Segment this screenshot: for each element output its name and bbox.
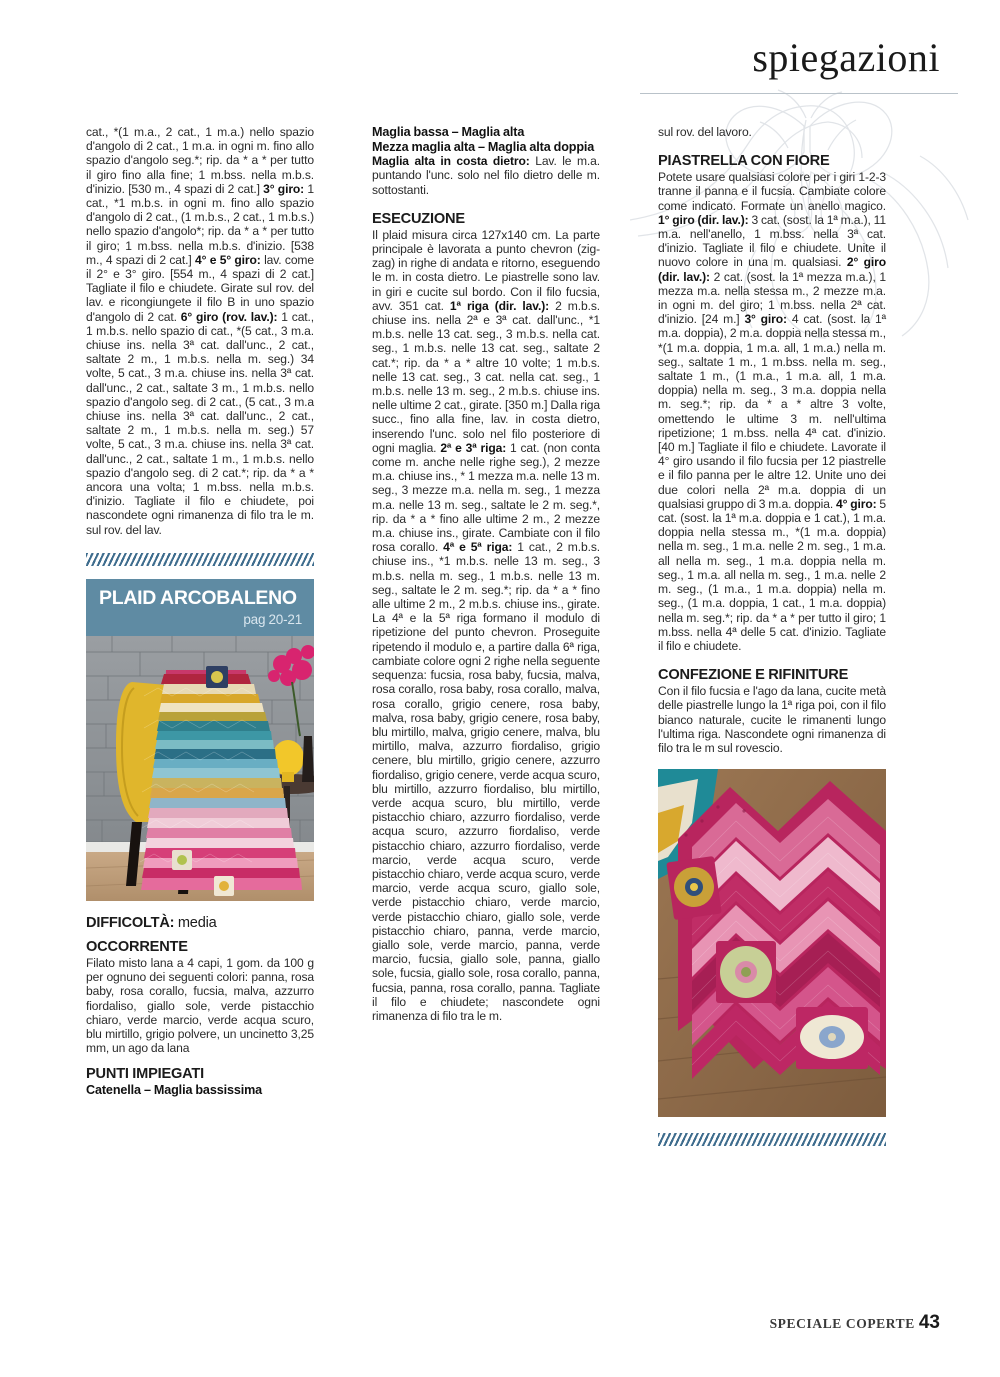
stitch-line-2: Mezza maglia alta – Maglia alta doppia xyxy=(372,139,595,154)
stitch-line-1: Maglia bassa – Maglia alta xyxy=(372,125,525,139)
giro3-text: 4 cat. (sost. la 1ª m.a. doppia), 2 m.a. doppia nella stessa m., *(1 m.a. doppia, 1 m.a. all, 1 m.a.) nella m. seg., saltate 1 m., 1 m.bss. nella m. seg., saltate 1 m., (1 m.a., 1 m.a. all, 1 m.a. doppia) nella m. seg., 3 m.a. doppia nella m. seg.*; rip. da * a * altre 3 volte, omettendo le ultime 3 m. nell'ultima ripetizione; 1 m.bss. nella 4ª cat. d'inizio. [40 m.] Tagliate il filo e chiudete. Lavorate il 4° giro usando il filo fucsia per 12 piastrelle e il filo panna per le altre 12. Unite uno dei due colori nella 2ª m.a. doppia di un qualsiasi gruppo di 3 m.a. doppia. xyxy=(658,312,886,511)
column-2 xyxy=(372,125,600,1023)
giro1-label: 1° giro (dir. lav.): xyxy=(658,212,749,227)
giro1-text: 3 cat. (sost. la 1ª m.a.), 11 m.a. nell'anello, 1 m.bss. nella 3ª cat. d'inizio. Tagliate il filo e chiudete. Unite il nuovo colore in una m. qualsiasi. xyxy=(658,212,886,270)
difficolta-label: DIFFICOLTÀ: xyxy=(86,914,175,931)
col1-continued-paragraph xyxy=(86,125,314,537)
project-title-bar xyxy=(86,579,314,636)
stripe-divider-bottom xyxy=(658,1133,886,1146)
page-title: spiegazioni xyxy=(752,35,940,80)
col1-giro6-label: 6° giro (rov. lav.): xyxy=(180,309,278,324)
occorrente-heading: OCCORRENTE xyxy=(86,938,188,955)
riga1-text: 2 m.b.s. chiuse ins. nella 2ª e 3ª cat. dall'unc., *1 m.b.s. nelle 13 cat. seg., 3 m.b.s. nella cat. seg., 1 m.b.s. nelle 13 cat. seg., saltate 2 cat.*; rip. da * a * altre 10 volte; 1 m.b.s. nelle 13 cat. seg., 3 cat. nella cat. seg., 1 m.b.s. nelle 13 m. seg., 2 m.b.s. chiuse ins. nelle ultime 2 cat., girate. [350 m.] Dalla riga succ., fino alla fine, lav. in costa dietro, inserendo l'unc. solo nel filo posteriore di ogni maglia. xyxy=(372,298,601,455)
footer-label: SPECIALE COPERTE xyxy=(769,1316,915,1331)
riga23-label: 2ª e 3ª riga: xyxy=(440,440,507,455)
piastrella-heading: PIASTRELLA CON FIORE xyxy=(658,153,830,170)
giro3-label: 3° giro: xyxy=(744,312,787,327)
confezione-text: Con il filo fucsia e l'ago da lana, cucite metà delle piastrelle lungo la 1ª riga poi, con il filo bianco naturale, cucite le rimanenti lungo l'ultima riga. Nascondete ogni rimanenza di filo tra le m sul rovescio. xyxy=(658,684,886,755)
project-title: PLAID ARCOBALENO xyxy=(99,586,297,609)
col1-giro3-text: 1 cat., *1 m.b.s. in ogni m. fino allo spazio d'angolo di 2 cat., (1 m.b.s., 2 cat., 1 m.b.s.) nello spazio d'angolo*; rip. da * a * per tutto il giro; 1 m.bss. nella m.b.s. d'inizio. [538 m., 4 spazi di 2 cat.] xyxy=(86,181,314,267)
giro2-text: 2 cat. (sost. la 1ª mezza m.a.), 1 mezza m.a. nella stessa m., 2 mezze m.a. in ogni m. del giro; 1 m.bss. nella 2ª cat. d'inizio. [24 m.] xyxy=(658,269,886,327)
col1-giro45-text: lav. come il 2° e 3° giro. [554 m., 4 spazi di 2 cat.] Tagliate il filo e chiudete. Girate sul rov. del lav. e ricongiungete il filo B in uno spazio d'angolo di 2 cat. xyxy=(86,252,314,324)
difficolta-row xyxy=(86,915,314,932)
piastrella-body xyxy=(658,170,886,653)
riga45-label: 4ª e 5ª riga: xyxy=(443,540,513,555)
photo-blanket-detail xyxy=(658,769,886,1117)
stitch-line-3 xyxy=(372,154,600,197)
giro4-text: 5 cat. (sost. la 1ª m.a. doppia e 1 cat.), 1 m.a. doppia nella stessa m., *(1 m.a. doppia) nella m. seg., 1 m.a. nelle 2 m. seg., 1 m.a. all nella m. seg., 1 m.a. doppia nella m. seg., 1 m.a. all nella m. seg., 1 m.a. nelle 2 m. seg., (1 m.a., 1 m.a. doppia) nella m. seg., (1 m.a. doppia, 1 cat., 1 m.a. doppia) nella m. seg.*; rip. da * a * per tutto il giro; 1 m.bss. nella 4ª delle 5 cat. d'inizio. Tagliate il filo e chiudete. xyxy=(658,496,887,653)
difficolta-value: media xyxy=(174,914,217,931)
page-footer xyxy=(770,1312,940,1334)
column-3 xyxy=(658,125,886,1159)
col1-giro45-label: 4° e 5° giro: xyxy=(195,252,261,267)
photo-chair-blanket xyxy=(86,636,314,901)
riga45-text: 1 cat., 2 m.b.s. chiuse ins., *1 m.b.s. nelle 13 m. seg., 3 m.b.s. nella m. seg., 1 m.b.s. nelle 13 m. seg., saltate le 2 m. seg.*; rip. da * a * fino alle ultime 2 m., 2 m.b.s. chiuse ins., girate. La 4ª e la 5ª riga formano il modulo di ripetizione del punto chevron. Proseguite ripetendo il modulo e, a partire dalla 6ª riga, cambiate colore ogni 2 righe nella seguente sequenza: fucsia, rosa baby, fucsia, malva, rosa corallo, rosa baby, rosa corallo, malva, rosa corallo, grigio cenere, rosa baby, malva, rosa baby, grigio cenere, rosa baby, blu mirtillo, malva, grigio cenere, malva, blu mirtillo, malva, azzurro fiordaliso, grigio cenere, blu mirtillo, grigio cenere, azzurro fiordaliso, grigio cenere, verde acqua scuro, blu mirtillo, azzurro fiordaliso, blu mirtillo, verde acqua scuro, blu mirtillo, verde pistacchio chiaro, azzurro fiordaliso, verde acqua scuro, azzurro fiordaliso, verde pistacchio chiaro, azzurro fiordaliso, verde marcio, verde acqua scuro, verde pistacchio chiaro, verde acqua scuro, verde marcio, verde acqua scuro, giallo sole, verde pistacchio chiaro, verde marcio, verde pistacchio chiaro, giallo sole, verde pistacchio chiaro, panna, verde marcio, giallo sole, verde marcio, panna, verde marcio, fucsia, giallo sole, panna, giallo sole, fucsia, giallo sole, rosa corallo, panna, fucsia, panna, rosa corallo, panna. Tagliate il filo e chiudete; nascondete ogni rimanenza di filo tra le m. xyxy=(372,540,601,1023)
punti-impiegati-heading: PUNTI IMPIEGATI xyxy=(86,1066,204,1083)
col1-giro6-text: 1 cat., 1 m.b.s. nello spazio di cat., *(5 cat., 3 m.a. chiuse ins. nella 3ª cat. dall'unc., 2 cat., saltate 2 m., 1 m.b.s. nella m. seg.) 34 volte, 5 cat., 3 m.a. chiuse ins. nella 3ª cat. dall'unc., 2 cat., saltate 3 m., 1 m.b.s. nello spazio d'angolo seg. di 2 cat., (5 cat., 3 m.a chiuse ins. nella 3ª cat. dall'unc., 2 cat., saltate 2 m., 1 m.b.s. nella m. seg.) 57 volte, 5 cat., 3 m.a. chiuse ins. nella 3ª cat. dall'unc., 2 cat., saltate 1 m., 1 m.b.s. nello spazio d'angolo seg. di 2 cat.*; rip. da * a * ancora una volta; 1 m.bss. nella m.b.s. d'inizio. Tagliate il filo e chiudete, poi nascondete ogni rimanenza di filo tra le m. sul rov. del lav. xyxy=(86,309,315,537)
giro2-label: 2° giro (dir. lav.): xyxy=(658,255,887,284)
riga1-label: 1ª riga (dir. lav.): xyxy=(449,298,550,313)
page-header xyxy=(0,0,1000,118)
riga23-text: 1 cat. (non conta come m. anche nelle righe seg.), 2 mezze m.a. chiuse ins., * 1 mezza m.a. nelle 13 m. seg., 3 mezze m.a. nella m. seg., 1 mezza m.a. nelle 13 m. seg., saltate le 2 m. seg.*, rip. da * a * fino alle ultime 2 m., 2 mezze m.a. chiuse ins., girate. Cambiate con il filo rosa corallo. xyxy=(372,440,601,555)
project-pages: pag 20-21 xyxy=(243,611,302,627)
stitch-line-3-label: Maglia alta in costa dietro: xyxy=(372,154,530,169)
confezione-heading: CONFEZIONE E RIFINITURE xyxy=(658,667,849,684)
stripe-divider-top xyxy=(86,553,314,566)
col1-giro3-label: 3° giro: xyxy=(263,181,305,196)
col3-continued-text: sul rov. del lavoro. xyxy=(658,125,752,139)
esecuzione-p1: Il plaid misura circa 127x140 cm. La parte principale è lavorata a punto chevron (zig-zag) in righe di andata e ritorno, eseguendo le m. in costa dietro. Le piastrelle sono lav. in giri e cucite sul bordo. Con il filo fucsia, avv. 351 cat. xyxy=(372,227,600,313)
giro4-label: 4° giro: xyxy=(836,496,877,511)
occorrente-text: Filato misto lana a 4 capi, 1 gom. da 100 g per ognuno dei seguenti colori: panna, rosa baby, rosa corallo, fucsia, malva, azzurro fiordaliso, giallo sole, verde pistacchio chiaro, verde marcio, verde acqua scuro, blu mirtillo, grigio polvere, un uncinetto 3,25 mm, un ago da lana xyxy=(86,955,314,1056)
footer-page-number: 43 xyxy=(918,1312,940,1333)
piastrella-intro: Potete usare qualsiasi colore per i giri 1-2-3 tranne il panna e il fucsia. Cambiate colore come indicato. Formate un anello magico. xyxy=(658,170,886,213)
col1-continued-text: cat., *(1 m.a., 2 cat., 1 m.a.) nello spazio d'angolo di 2 cat., 1 m.a. in ogni m. fino allo spazio d'angolo seg.*; rip. da * a * per tutto il giro fino alla fine; 1 m.bss. nella m.b.s. d'inizio. [530 m., 4 spazi di 2 cat.] xyxy=(86,125,314,196)
header-rule xyxy=(640,93,958,94)
column-1 xyxy=(86,125,314,1098)
punti-impiegati-text: Catenella – Maglia bassissima xyxy=(86,1083,263,1098)
esecuzione-body xyxy=(372,228,600,1023)
esecuzione-heading: ESECUZIONE xyxy=(372,210,465,227)
stitch-line-3-text: Lav. le m.a. puntando l'unc. solo nel filo dietro delle m. sottostanti. xyxy=(372,154,600,197)
